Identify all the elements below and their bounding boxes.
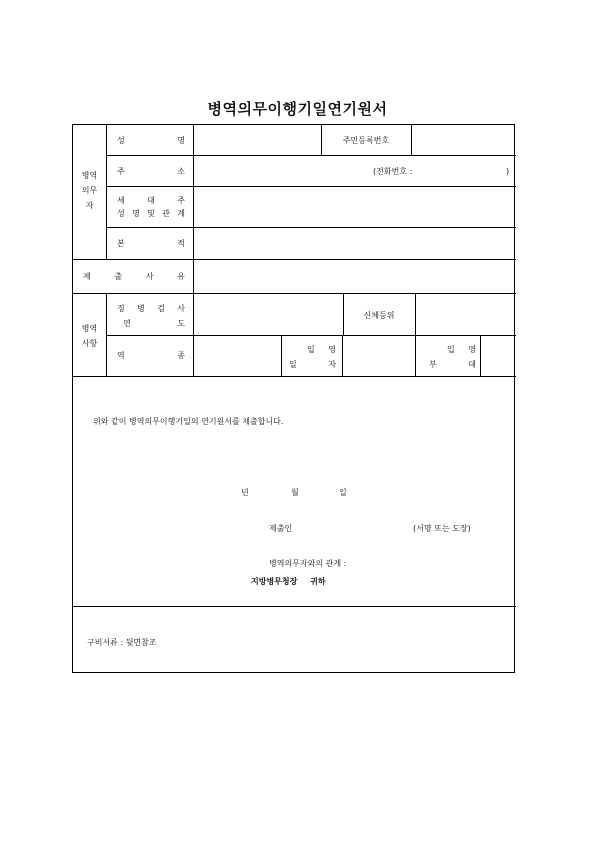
label-char: 종	[177, 351, 185, 360]
enlist-date-line2	[289, 359, 336, 370]
group-label-text: 자	[85, 201, 94, 210]
group-label-text: 의무	[81, 186, 98, 195]
label-char: 역	[117, 351, 125, 360]
rule	[73, 376, 516, 377]
group-label-text: 사항	[81, 339, 98, 348]
rule	[106, 125, 107, 259]
address-field[interactable]	[194, 156, 516, 186]
enlist-unit-line2	[429, 359, 476, 370]
applicant-group-label	[73, 170, 106, 211]
label-char: 사	[145, 272, 154, 281]
domicile-label	[117, 238, 185, 249]
label-char: 사	[177, 304, 185, 313]
service-type-field[interactable]	[194, 336, 281, 376]
label-char: 명	[132, 209, 140, 218]
label-char: 주	[177, 196, 185, 205]
exam-year-line2	[117, 318, 185, 329]
submitter-label: 제출인	[269, 524, 293, 533]
householder-field[interactable]	[194, 187, 516, 227]
address-label-char: 주	[117, 167, 125, 176]
label-char: 성	[117, 209, 125, 218]
label-char: 본	[117, 239, 125, 248]
label-char: 입	[307, 345, 315, 354]
label-char: 입	[447, 345, 455, 354]
exam-year-label	[117, 303, 185, 329]
enlist-date-field[interactable]	[343, 336, 415, 376]
name-label	[117, 135, 185, 146]
label-char: 계	[177, 209, 185, 218]
rule	[106, 293, 107, 376]
resident-number-label: 주민등록번호	[342, 136, 390, 145]
address-label-char: 소	[177, 167, 185, 176]
rule	[281, 335, 282, 376]
application-form	[72, 124, 515, 673]
householder-label-line2	[117, 208, 185, 219]
label-char: 연	[123, 319, 131, 328]
name-label-char: 성	[117, 136, 125, 145]
submitter-signature-field[interactable]	[305, 519, 405, 535]
label-char: 도	[177, 319, 185, 328]
date-year: 년	[241, 488, 249, 497]
label-char: 제	[83, 272, 91, 281]
enlist-date-label	[289, 344, 336, 370]
label-char: 유	[177, 272, 185, 281]
label-char: 검	[157, 304, 165, 313]
body-grade-label: 신체등위	[363, 311, 395, 320]
label-char: 세	[117, 196, 125, 205]
label-char: 자	[328, 360, 336, 369]
exam-year-line1	[117, 303, 185, 314]
enlist-unit-field[interactable]	[481, 336, 516, 376]
label-char: 및	[147, 209, 155, 218]
label-char: 영	[468, 345, 476, 354]
date-day: 일	[339, 488, 347, 497]
relationship-field[interactable]	[373, 554, 473, 570]
service-type-label	[117, 350, 185, 361]
label-char: 병	[137, 304, 145, 313]
relationship-label: 병역의무자와의 관계 :	[269, 559, 347, 568]
date-month: 월	[291, 488, 299, 497]
addressee-office: 지방병무청장	[251, 577, 298, 586]
enlist-date-line1	[289, 344, 336, 355]
body-grade-field[interactable]	[416, 294, 516, 335]
addressee-honorific: 귀하	[310, 577, 326, 586]
label-char: 대	[468, 360, 476, 369]
group-label-text: 병역	[81, 171, 98, 180]
name-label-char: 명	[177, 136, 185, 145]
rule	[73, 606, 516, 607]
label-char: 징	[117, 304, 125, 313]
label-char: 일	[289, 360, 297, 369]
group-label-text: 병역	[81, 324, 98, 333]
householder-label-line1	[117, 195, 185, 206]
phone-close: )	[506, 167, 510, 176]
label-char: 출	[114, 272, 123, 281]
label-char: 적	[177, 239, 185, 248]
signature-hint: (서명 또는 도장)	[413, 524, 471, 533]
reason-field[interactable]	[194, 260, 516, 293]
resident-number-field[interactable]	[412, 125, 516, 155]
reason-label	[83, 271, 185, 282]
addressee	[251, 576, 326, 587]
attachments-note: 구비서류 : 뒷면참조	[87, 638, 157, 647]
service-group-label	[73, 323, 106, 349]
label-char: 관	[162, 209, 170, 218]
enlist-unit-label	[429, 344, 476, 370]
document-title: 병역의무이행기일연기원서	[207, 100, 388, 118]
domicile-field[interactable]	[194, 228, 516, 259]
label-char: 영	[328, 345, 336, 354]
label-char: 대	[147, 196, 155, 205]
statement-text: 위와 같이 병역의무이행기일의 연기원서를 제출합니다.	[93, 417, 284, 426]
rule	[106, 335, 516, 336]
address-label	[117, 166, 185, 177]
exam-year-field[interactable]	[194, 294, 343, 335]
rule	[415, 335, 416, 376]
label-char: 부	[429, 360, 437, 369]
name-field[interactable]	[194, 125, 321, 155]
householder-label	[117, 195, 185, 219]
enlist-unit-line1	[429, 344, 476, 355]
phone-hint: (전화번호 :	[373, 167, 413, 176]
